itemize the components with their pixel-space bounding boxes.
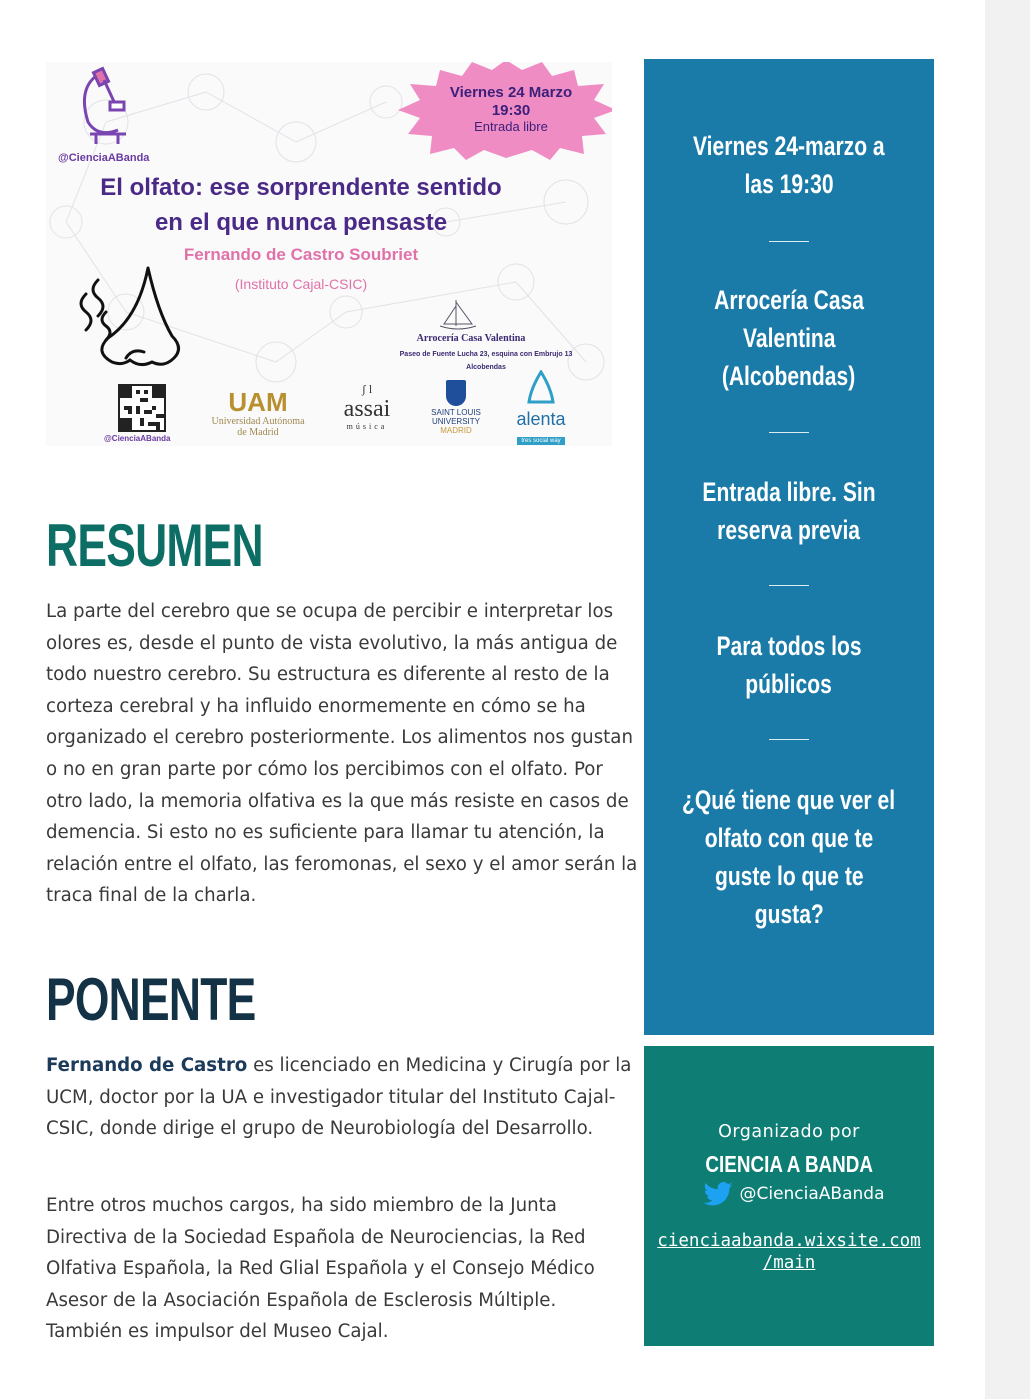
info-question: ¿Qué tiene que ver el olfato con que te guste lo que te gusta? — [682, 785, 896, 929]
info-date: Viernes 24-marzo a las 19:30 — [693, 131, 885, 199]
info-divider — [769, 241, 809, 242]
qr-handle: @CienciaABanda — [104, 434, 171, 443]
slu-logo: SAINT LOUIS UNIVERSITY MADRID — [416, 380, 496, 435]
qr-code — [118, 384, 166, 432]
page-margin-strip — [985, 0, 1030, 1399]
info-audience: Para todos los públicos — [716, 631, 862, 699]
uam-logo: UAM Universidad Autónoma de Madrid — [211, 387, 305, 438]
alenta-sail-icon — [524, 370, 558, 404]
organizer-panel — [644, 1046, 934, 1346]
poster-date: Viernes 24 Marzo — [449, 84, 573, 101]
nose-illustration — [70, 262, 210, 372]
ponente-heading: PONENTE — [46, 966, 256, 1033]
boat-logo — [438, 298, 478, 332]
organizer-name: CIENCIA A BANDA — [705, 1151, 873, 1177]
poster-handle: @CienciaABanda — [58, 152, 150, 164]
poster-entry: Entrada libre — [474, 119, 548, 134]
speaker-name: Fernando de Castro — [46, 1055, 248, 1076]
ponente-bio-1: Fernando de Castro es licenciado en Medicina y Cirugía por la UCM, doctor por la UA e investigador titular del Instituto Cajal-CSIC, donde dirige el grupo de Neurobiología del Desarrollo. — [46, 1055, 632, 1140]
organizer-website-link[interactable]: cienciaabanda.wixsite.com /main — [657, 1231, 921, 1273]
alenta-logo: alenta tres social way — [508, 370, 574, 446]
info-divider — [769, 432, 809, 433]
poster-address: Paseo de Fuente Lucha 23, esquina con Embrujo 13 Alcobendas — [399, 351, 573, 371]
poster-time: 19:30 — [491, 102, 531, 119]
organizer-label: Organizado por — [718, 1122, 860, 1142]
organizer-twitter[interactable]: @CienciaABanda — [674, 1182, 914, 1206]
info-place: Arrocería Casa Valentina (Alcobendas) — [714, 285, 864, 391]
poster-venue: Arrocería Casa Valentina — [416, 333, 526, 344]
slu-shield-icon — [446, 380, 466, 406]
info-divider — [769, 585, 809, 586]
info-divider — [769, 739, 809, 740]
assai-logo: ʃ l assai música — [343, 382, 391, 431]
resumen-text: La parte del cerebro que se ocupa de percibir e interpretar los olores es, desde el punto de vista evolutivo, la más antigua de todo nuestro cerebro. Su estructura es diferente al resto de la corteza cerebral y ha influido enormemente en cómo se ha organizado el cerebro posteriormente. Los alimentos nos gustan o no en gran parte por cómo los percibimos con el olfato. Por otro lado, la memoria olfativa es la que más resiste en casos de demencia. Si esto no es suficiente para llamar tu atención, la relación entre el olfato, las feromonas, el sexo y el amor serán la traca final de la charla. — [46, 601, 638, 907]
twitter-bird-icon — [703, 1182, 733, 1206]
event-info-panel — [644, 59, 934, 1035]
poster-institute: (Instituto Cajal-CSIC) — [234, 276, 368, 292]
poster-speaker: Fernando de Castro Soubriet — [183, 245, 419, 264]
ponente-bio-2: Entre otros muchos cargos, ha sido miembro de la Junta Directiva de la Sociedad Española de Neurociencias, la Red Olfativa Española, la Red Glial Española y el Consejo Médico Asesor de la Asociación Española de Esclerosis Múltiple. También es impulsor del Museo Cajal. — [46, 1195, 595, 1343]
resumen-heading: RESUMEN — [46, 512, 263, 579]
poster-title: El olfato: ese sorprendente sentido en el que nunca pensaste — [100, 174, 502, 236]
poster-date-block — [436, 84, 586, 135]
info-entry: Entrada libre. Sin reserva previa — [702, 477, 876, 545]
event-poster — [46, 62, 612, 446]
